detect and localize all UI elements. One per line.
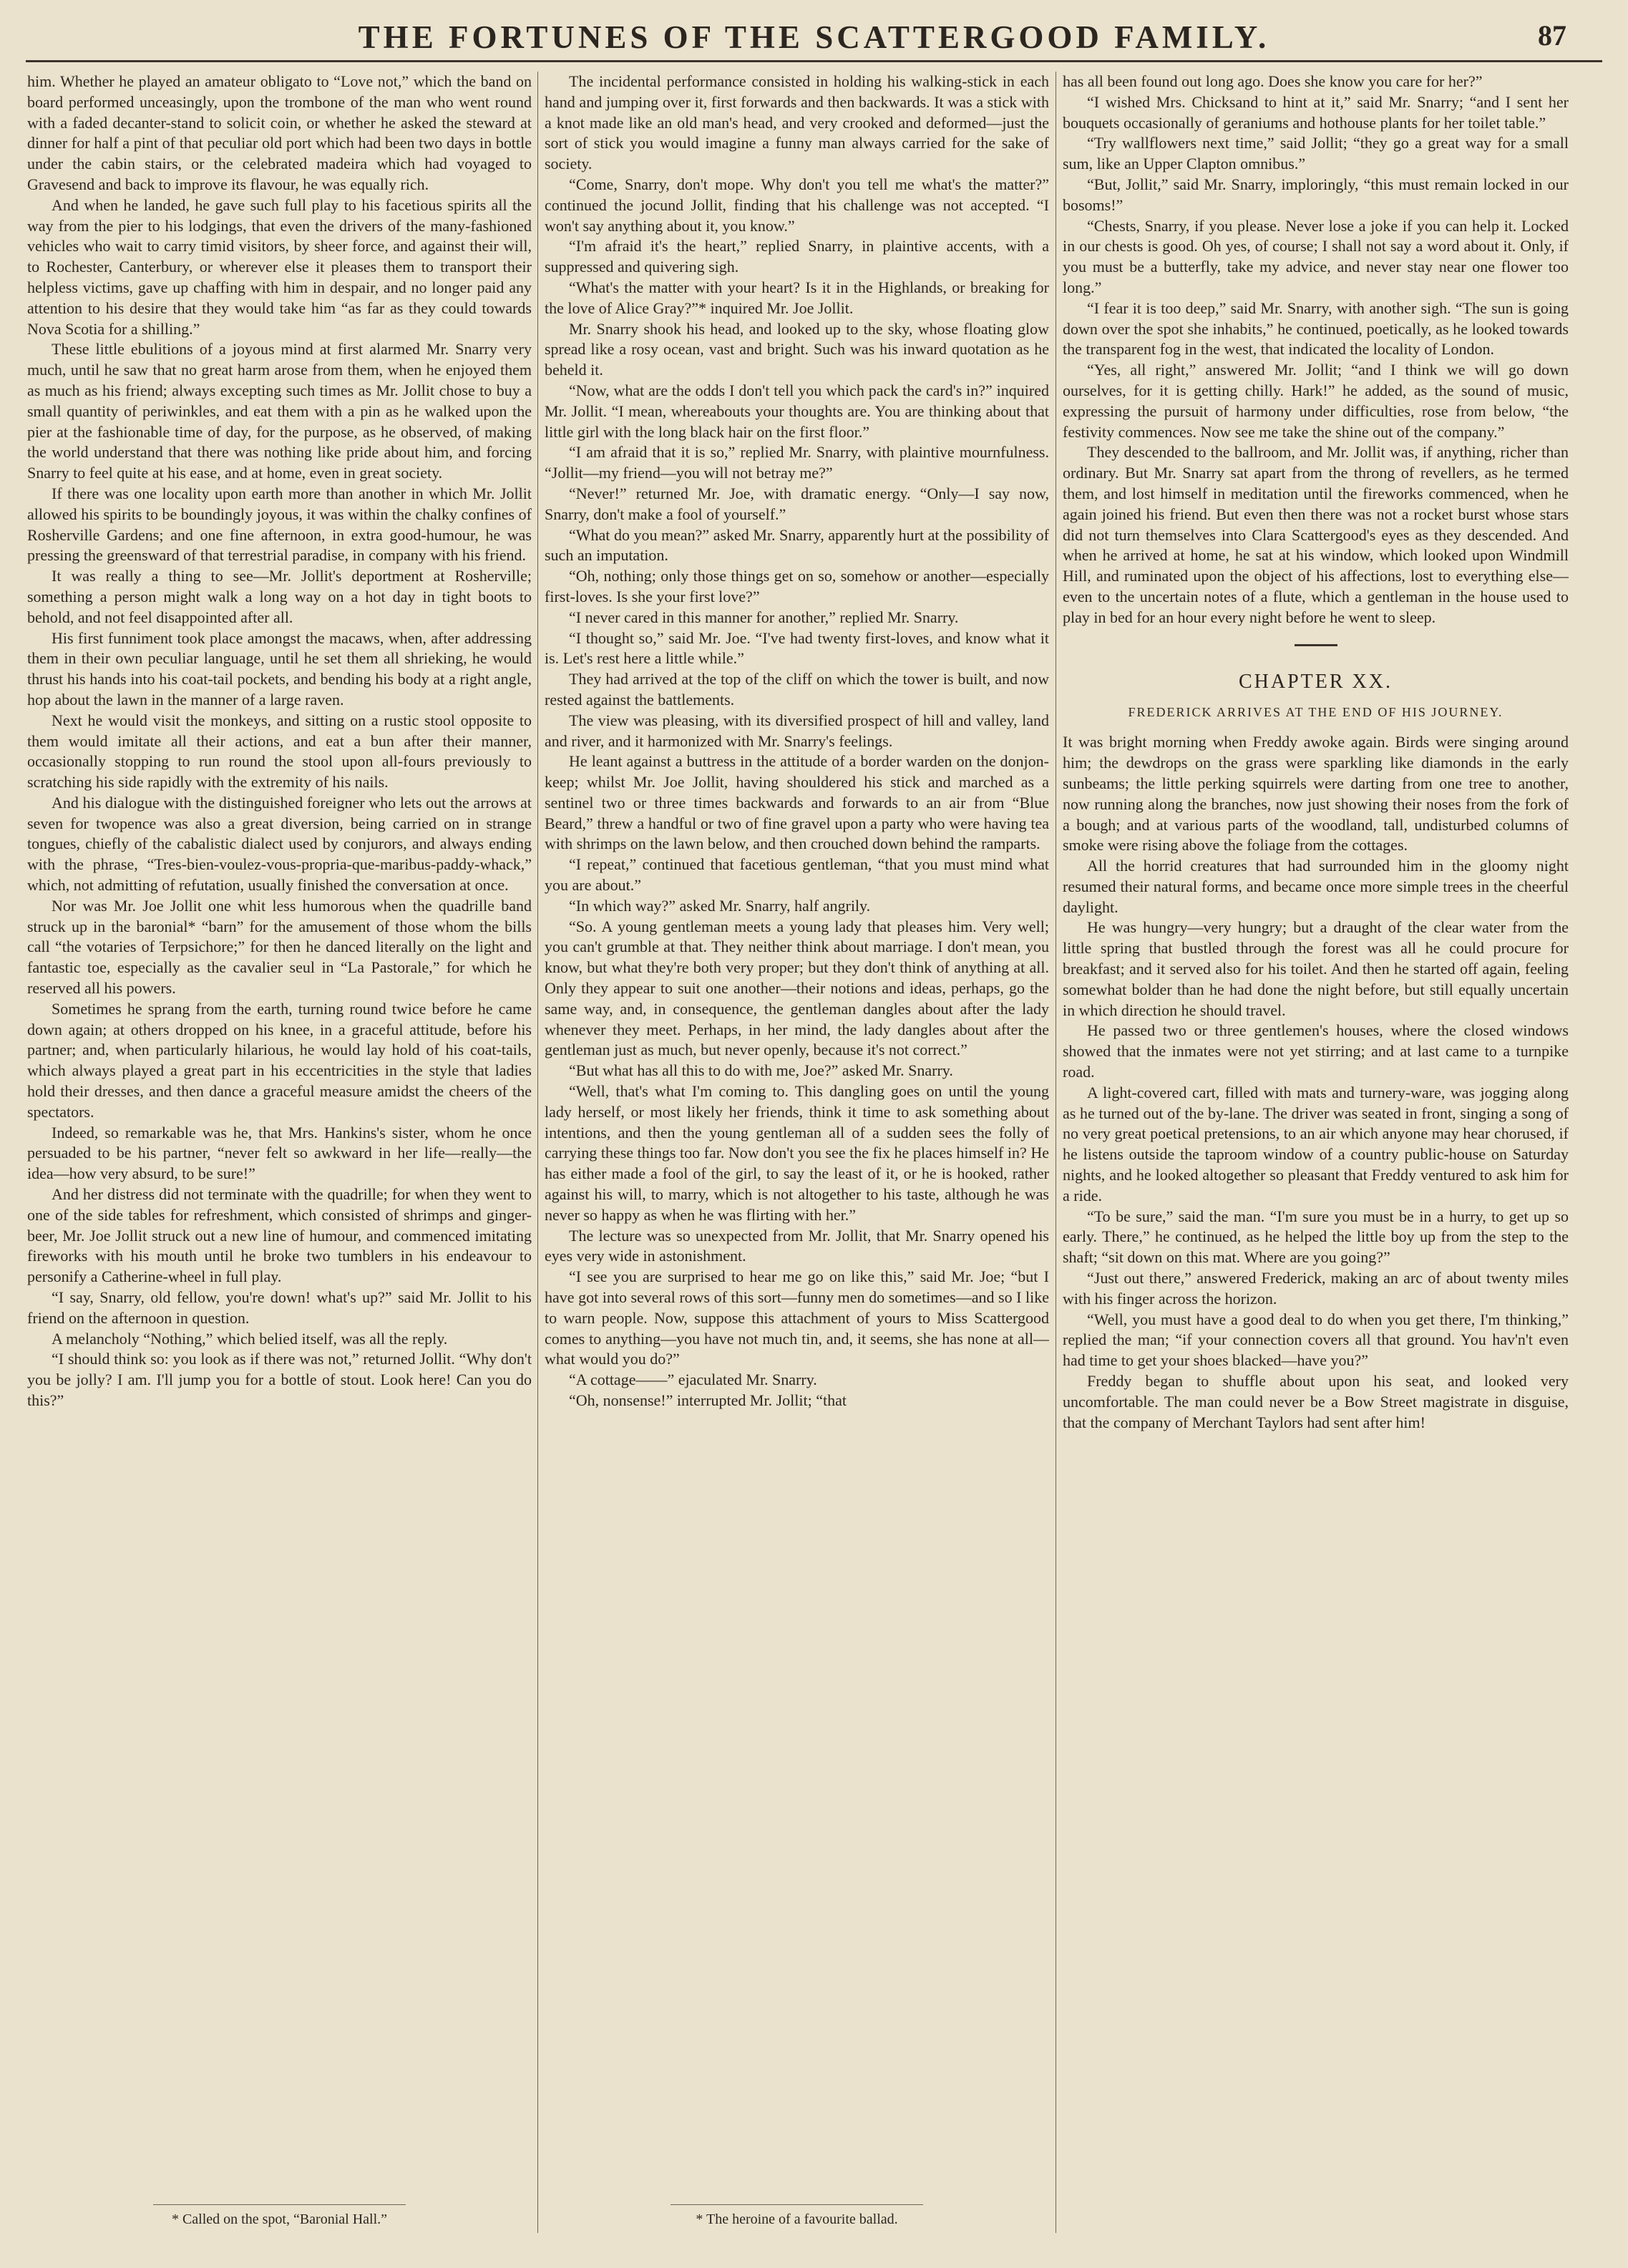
paragraph: Indeed, so remarkable was he, that Mrs. Hankins's sister, whom he once persuaded to be his partner, “never felt so awkward in her life—really—the idea—how very absurd, to be sure!” (27, 1123, 532, 1183)
paragraph: “I see you are surprised to hear me go on like this,” said Mr. Joe; “but I have got into several rows of this sort—funny men do sometimes—and so I like to warn people. Now, suppose this attachment of yours to Miss Scattergood comes to anything—you have not much tin, and, it seems, she has none at all—what would you do?” (545, 1267, 1049, 1368)
paragraph: He was hungry—very hungry; but a draught of the clear water from the little spring that bustled through the forest was all he could procure for breakfast; and it served also for his toilet. And then he started off again, feeling somewhat bolder than he had done the night before, but still equally uncertain in which direction he should travel. (1063, 918, 1569, 1019)
paragraph: “So. A young gentleman meets a young lady that pleases him. Very well; you can't grumble at that. They neither think about marriage. I don't mean, you know, but what they're both very proper; but they don't think of anything at all. Only they appear to suit one another—their notions and ideas, perhaps, go the same way, and, in consequence, the gentleman dangles about after the lady whenever they meet. Perhaps, in her mind, the lady dangles about after the gentleman just as much, but never openly, because it's not correct.” (545, 917, 1049, 1059)
paragraph: And when he landed, he gave such full play to his facetious spirits all the way from the pier to his lodgings, that even the drivers of the many-fashioned vehicles who wait to carry timid visitors, by sheer force, and against their will, to Rochester, Canterbury, or wherever else it pleases them to transport their helpless victims, gave up chaffing with him in despair, and no longer paid any attention to his desire that they would take him “as far as they could towards Nova Scotia for a shilling.” (27, 195, 532, 338)
paragraph: has all been found out long ago. Does she know you care for her?” (1063, 72, 1483, 90)
paragraph: “Just out there,” answered Frederick, making an arc of about twenty miles with his finger across the horizon. (1063, 1269, 1569, 1308)
paragraph: “Well, you must have a good deal to do when you get there, I'm thinking,” replied the man; “if your connection covers all that ground. You hav'n't even had time to get your shoes blacked—have you?” (1063, 1310, 1569, 1370)
footnote-baronial-hall: * Called on the spot, “Baronial Hall.” (27, 2211, 532, 2228)
paragraph: “Chests, Snarry, if you please. Never lose a joke if you can help it. Locked in our chests is good. Oh yes, of course; I shall not say a word about it. Only, if you must be a butterfly, take my advice, and never stay near one flower too long.” (1063, 216, 1569, 296)
paragraph: Freddy began to shuffle about upon his seat, and looked very uncomfortable. The man could never be a Bow Street magistrate in disguise, that the company of Merchant Taylors had sent after him! (1063, 1372, 1569, 1431)
paragraph: They had arrived at the top of the cliff on which the tower is built, and now rested against the battlements. (545, 670, 1049, 709)
paragraph: “Come, Snarry, don't mope. Why don't you tell me what's the matter?” continued the jocund Jollit, finding that his challenge was not accepted. “I won't say anything about it, you know.” (545, 175, 1049, 235)
paragraph: Nor was Mr. Joe Jollit one whit less humorous when the quadrille band struck up in the baronial* “barn” for the amusement of those whom the bills call “the votaries of Terpsichore;” for then he danced literally on the light and fantastic toe, especially as the cavalier seul in “La Pastorale,” for which he reserved all his powers. (27, 896, 532, 998)
chapter-subtitle: FREDERICK ARRIVES AT THE END OF HIS JOURNEY. (1128, 705, 1503, 720)
paragraph: “I wished Mrs. Chicksand to hint at it,” said Mr. Snarry; “and I sent her bouquets occasionally of geraniums and hothouse plants for her toilet table.” (1063, 92, 1569, 132)
section-divider (1295, 644, 1337, 646)
paragraph: “But, Jollit,” said Mr. Snarry, imploringly, “this must remain locked in our bosoms!” (1063, 175, 1569, 214)
paragraph: “But what has all this to do with me, Joe?” asked Mr. Snarry. (569, 1061, 953, 1080)
paragraph: If there was one locality upon earth more than another in which Mr. Jollit allowed his spirits to be boundingly joyous, it was within the chalky confines of Rosherville Gardens; and one fine afternoon, in extra good-humour, he was pressing the greensward of that terrestrial paradise, in company with his friend. (27, 484, 532, 565)
paragraph: “Oh, nonsense!” interrupted Mr. Jollit; “that (569, 1391, 847, 1409)
paragraph: “I repeat,” continued that facetious gentleman, “that you must mind what you are about.” (545, 855, 1049, 895)
paragraph: “In which way?” asked Mr. Snarry, half angrily. (569, 896, 871, 915)
paragraph: Mr. Snarry shook his head, and looked up to the sky, whose floating glow spread like a rosy ocean, vast and bright. Such was his inward quotation as he beheld it. (545, 319, 1049, 379)
paragraph: The view was pleasing, with its diversified prospect of hill and valley, land and river, and it harmonized with Mr. Snarry's feelings. (545, 711, 1049, 750)
paragraph: Next he would visit the monkeys, and sitting on a rustic stool opposite to them would imitate all their actions, and eat a bun after their manner, occasionally stopping to run round the stool upon all-fours previously to scratching his side rapidly with the extremity of his nails. (27, 711, 532, 792)
paragraph: “A cottage——” ejaculated Mr. Snarry. (569, 1371, 817, 1389)
paragraph: “Yes, all right,” answered Mr. Jollit; “and I think we will go down ourselves, for it is getting chilly. Hark!” he added, as the sound of music, expressing the pursuit of harmony under difficulties, rose from below, “the festivity commences. Now see me take the shine out of the company.” (1063, 361, 1569, 441)
paragraph: He leant against a buttress in the attitude of a border warden on the donjon-keep; whilst Mr. Joe Jollit, having shouldered his stick and marched as a sentinel two or three times backwards and forwards to an air from “Blue Beard,” threw a handful or two of fine gravel upon a party who were having tea with shrimps on the lawn below, and then crouched down behind the ramparts. (545, 752, 1049, 853)
paragraph: him. Whether he played an amateur obligato to “Love not,” which the band on board performed unceasingly, upon the trombone of the man who went round with a faded decanter-stand to solicit coin, or whether he asked the steward at dinner for half a pint of that peculiar old port which had been two days in bottle under the cabin stairs, or the celebrated madeira which had voyaged to Gravesend and back to improve its flavour, he was equally rich. (27, 72, 532, 193)
paragraph: “I never cared in this manner for another,” replied Mr. Snarry. (569, 608, 959, 626)
paragraph: “I fear it is too deep,” said Mr. Snarry, with another sigh. “The sun is going down over the spot she inhabits,” he continued, poetically, as he looked towards the transparent fog in the west, that indicated the locality of London. (1063, 298, 1569, 359)
paragraph: It was bright morning when Freddy awoke again. Birds were singing around him; the dewdrops on the grass were sparkling like diamonds in the early sunbeams; the little perking squirrels were darting from one tree to another, now running along the branches, now just showing their noses from the fork of a bough; and at various parts of the woodland, tall, undisturbed columns of smoke were rising above the foliage from the cottages. (1063, 733, 1569, 855)
paragraph: “I'm afraid it's the heart,” replied Snarry, in plaintive accents, with a suppressed and quivering sigh. (545, 237, 1049, 276)
paragraph: The lecture was so unexpected from Mr. Jollit, that Mr. Snarry opened his eyes very wide in astonishment. (545, 1226, 1049, 1265)
paragraph: A melancholy “Nothing,” which belied itself, was all the reply. (52, 1329, 448, 1348)
paragraph: “I should think so: you look as if there was not,” returned Jollit. “Why don't you be jolly? I am. I'll jump you for a bottle of stout. Look here! Can you do this?” (27, 1350, 532, 1409)
chapter-title: CHAPTER XX. (1238, 670, 1393, 693)
paragraph: “Oh, nothing; only those things get on so, somehow or another—especially first-loves. Is she your first love?” (545, 567, 1049, 605)
paragraph: Sometimes he sprang from the earth, turning round twice before he came down again; at others dropped on his knee, in a graceful attitude, before his partner; and, when particularly hilarious, he would lay hold of his coat-tails, which always played a great part in his eccentricities in the style that ladies hold their dresses, and then dance a graceful measure amidst the cheers of the spectators. (27, 999, 532, 1121)
paragraph: “I thought so,” said Mr. Joe. “I've had twenty first-loves, and know what it is. Let's rest here a little while.” (545, 628, 1049, 668)
paragraph: And her distress did not terminate with the quadrille; for when they went to one of the side tables for refreshment, which consisted of shrimps and ginger-beer, Mr. Joe Jollit struck out a new line of humour, and commenced imitating fireworks with his mouth until he broke two tumblers in his endeavour to personify a Catherine-wheel in full play. (27, 1185, 532, 1286)
paragraph: “I am afraid that it is so,” replied Mr. Snarry, with plaintive mournfulness. “Jollit—my friend—you will not betray me?” (545, 443, 1049, 482)
column-2 (545, 72, 1049, 2211)
running-title: THE FORTUNES OF THE SCATTERGOOD FAMILY. (358, 19, 1270, 55)
footnote-heroine-ballad: * The heroine of a favourite ballad. (545, 2211, 1049, 2228)
paragraph: All the horrid creatures that had surrounded him in the gloomy night resumed their natural forms, and became once more simple trees in the cheerful daylight. (1063, 857, 1569, 916)
paragraph: “What do you mean?” asked Mr. Snarry, apparently hurt at the possibility of such an imputation. (545, 525, 1049, 565)
paragraph: “Try wallflowers next time,” said Jollit; “they go a great way for a small sum, like an Upper Clapton omnibus.” (1063, 134, 1569, 173)
paragraph: They descended to the ballroom, and Mr. Jollit was, if anything, richer than ordinary. But Mr. Snarry sat apart from the throng of revellers, as he termed them, and lost himself in meditation until the fireworks commenced, when he again joined his friend. But even then there was not a rocket burst whose stars did not turn themselves into Clara Scattergood's eyes as they descended. And when he arrived at home, he sat at his window, which looked upon Windmill Hill, and ruminated upon the object of his affections, lost to everything else—even to the uncertain notes of a flute, which a gentleman in the house used to play in bed for an hour every night before he went to sleep. (1063, 443, 1569, 626)
paragraph: “Never!” returned Mr. Joe, with dramatic energy. “Only—I say now, Snarry, don't make a fool of yourself.” (545, 484, 1049, 523)
paragraph: The incidental performance consisted in holding his walking-stick in each hand and jumping over it, first forwards and then backwards. It was a stick with a knot made like an old man's head, and very crooked and deformed—just the sort of stick you would imagine a funny man always carried for the sake of society. (545, 72, 1049, 173)
column-3 (1063, 72, 1569, 2211)
paragraph: “To be sure,” said the man. “I'm sure you must be in a hurry, to get up so early. There,” he continued, as he helped the little boy up from the step to the shaft; “sit down on this mat. Where are you going?” (1063, 1207, 1569, 1267)
paragraph: These little ebulitions of a joyous mind at first alarmed Mr. Snarry very much, until he saw that no great harm arose from them, when he enjoyed them as much as his friend; always excepting such times as Mr. Jollit chose to buy a small quantity of periwinkles, and eat them with a pin as he walked upon the pier at the fashionable time of day, for the purpose, as he observed, of making the world understand that there was nothing like pride about him, and forcing Snarry to feel quite at his ease, and at home, even in great society. (27, 340, 532, 482)
paragraph: “Well, that's what I'm coming to. This dangling goes on until the young lady herself, or most likely her friends, think it time to ask something about intentions, and then the young gentleman all of a sudden sees the folly of carrying these things too far. Now don't you see the fix he places himself in? He has either made a fool of the girl, to say the least of it, or he is hooked, rather against his will, to marry, which is not altogether to his taste, although he was never so happy as when he was flirting with her.” (545, 1082, 1049, 1224)
column-rule-1 (537, 72, 538, 2233)
paragraph: “Now, what are the odds I don't tell you which pack the card's in?” inquired Mr. Jollit. “I mean, whereabouts your thoughts are. You are thinking about that little girl with the long black hair on the first floor.” (545, 381, 1049, 441)
page-number: 87 (1538, 19, 1566, 52)
paragraph: He passed two or three gentlemen's houses, where the closed windows showed that the inmates were not yet stirring; and at last came to a turnpike road. (1063, 1021, 1569, 1081)
paragraph: A light-covered cart, filled with mats and turnery-ware, was jogging along as he turned out of the by-lane. The driver was seated in front, singing a song of no very great poetical pretensions, to an air which anyone may hear chorused, if he listens outside the taproom window of a country public-house on Saturday nights, and he looked altogether so pleasant that Freddy ventured to ask him for a ride. (1063, 1083, 1569, 1204)
paragraph: “What's the matter with your heart? Is it in the Highlands, or breaking for the love of Alice Gray?”* inquired Mr. Joe Jollit. (545, 278, 1049, 317)
paragraph: His first funniment took place amongst the macaws, when, after addressing them in their own peculiar language, until he set them all shrieking, he would thrust his hands into his coat-tail pockets, and bending his body at a right angle, hop about the lawn in the manner of a large raven. (27, 628, 532, 709)
column-1 (27, 72, 532, 2211)
running-head (26, 10, 1602, 62)
paragraph: “I say, Snarry, old fellow, you're down! what's up?” said Mr. Jollit to his friend on the afternoon in question. (27, 1288, 532, 1327)
paragraph: It was really a thing to see—Mr. Jollit's deportment at Rosherville; something a person might walk a long way on a hot day in tight boots to behold, and not feel disappointed after all. (27, 567, 532, 626)
paragraph: And his dialogue with the distinguished foreigner who lets out the arrows at seven for twopence was also a great diversion, being carried on in strange tongues, chiefly of the cabalistic dialect used by conjurors, and always ending with the phrase, “Tres-bien-voulez-vous-propria-que-maribus-paddy-whack,” which, not admitting of refutation, usually finished the conversation at once. (27, 793, 532, 895)
